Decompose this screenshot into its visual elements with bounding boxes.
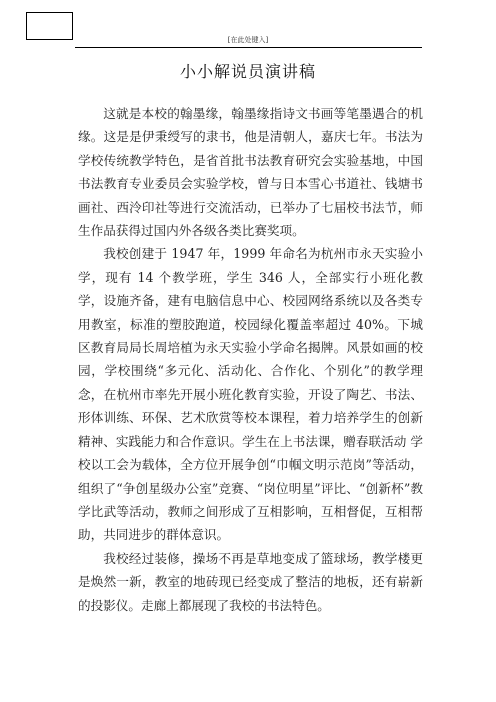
paragraph-1: 这就是本校的翰墨缘，翰墨缘指诗文书画等笔墨遇合的机缘。这是是伊秉绶写的隶书，他是清朝人，嘉庆七年。书法为学校传统教学特色，是省首批书法教育研究会实验基地，中国书法教育专业委员会实验学校，曾与日本雪心书道社、钱塘书画社、西泠印社等进行交流活动，已举办了七届校书法节，师生作品获得过国内外各级各类比赛奖项。 xyxy=(78,106,423,239)
paragraph-2: 我校创建于 1947 年，1999 年命名为杭州市永天实验小学，现有 14 个教学班，学生 346 人，全部实行小班化教学，设施齐备，建有电脑信息中心、校园网络系统以及各类专用教室，标准的塑胶跑道，校园绿化覆盖率超过 40%。下城区教育局局长周培植为永天实验小学命名揭牌。风景如画的校园，学校围绕“多元化、活动化、合作化、个别化”的教学理念，在杭州市率先开展小班化教育实验，开设了陶艺、书法、形体训练、环保、艺术欣赏等校本课程，着力培养学生的创新精神、实践能力和合作意识。学生在上书法课，赠春联活动 学校以工会为载体，全方位开展争创“巾帼文明示范岗”等活动，组织了“争创星级办公室”竞赛、“岗位明星”评比、“创新杯”教学比武等活动，教师之间形成了互相影响，互相督促，互相帮助，共同进步的群体意识。 xyxy=(78,246,423,543)
header-placeholder: [在此处键入] xyxy=(227,36,269,44)
paragraph-3: 我校经过装修，操场不再是草地变成了篮球场，教学楼更是焕然一新，教室的地砖现已经变成了整洁的地板，还有崭新的投影仪。走廊上都展现了我校的书法特色。 xyxy=(78,550,423,613)
header-divider xyxy=(75,47,422,48)
document-title: 小小解说员演讲稿 xyxy=(179,62,316,81)
document-body xyxy=(78,102,423,617)
